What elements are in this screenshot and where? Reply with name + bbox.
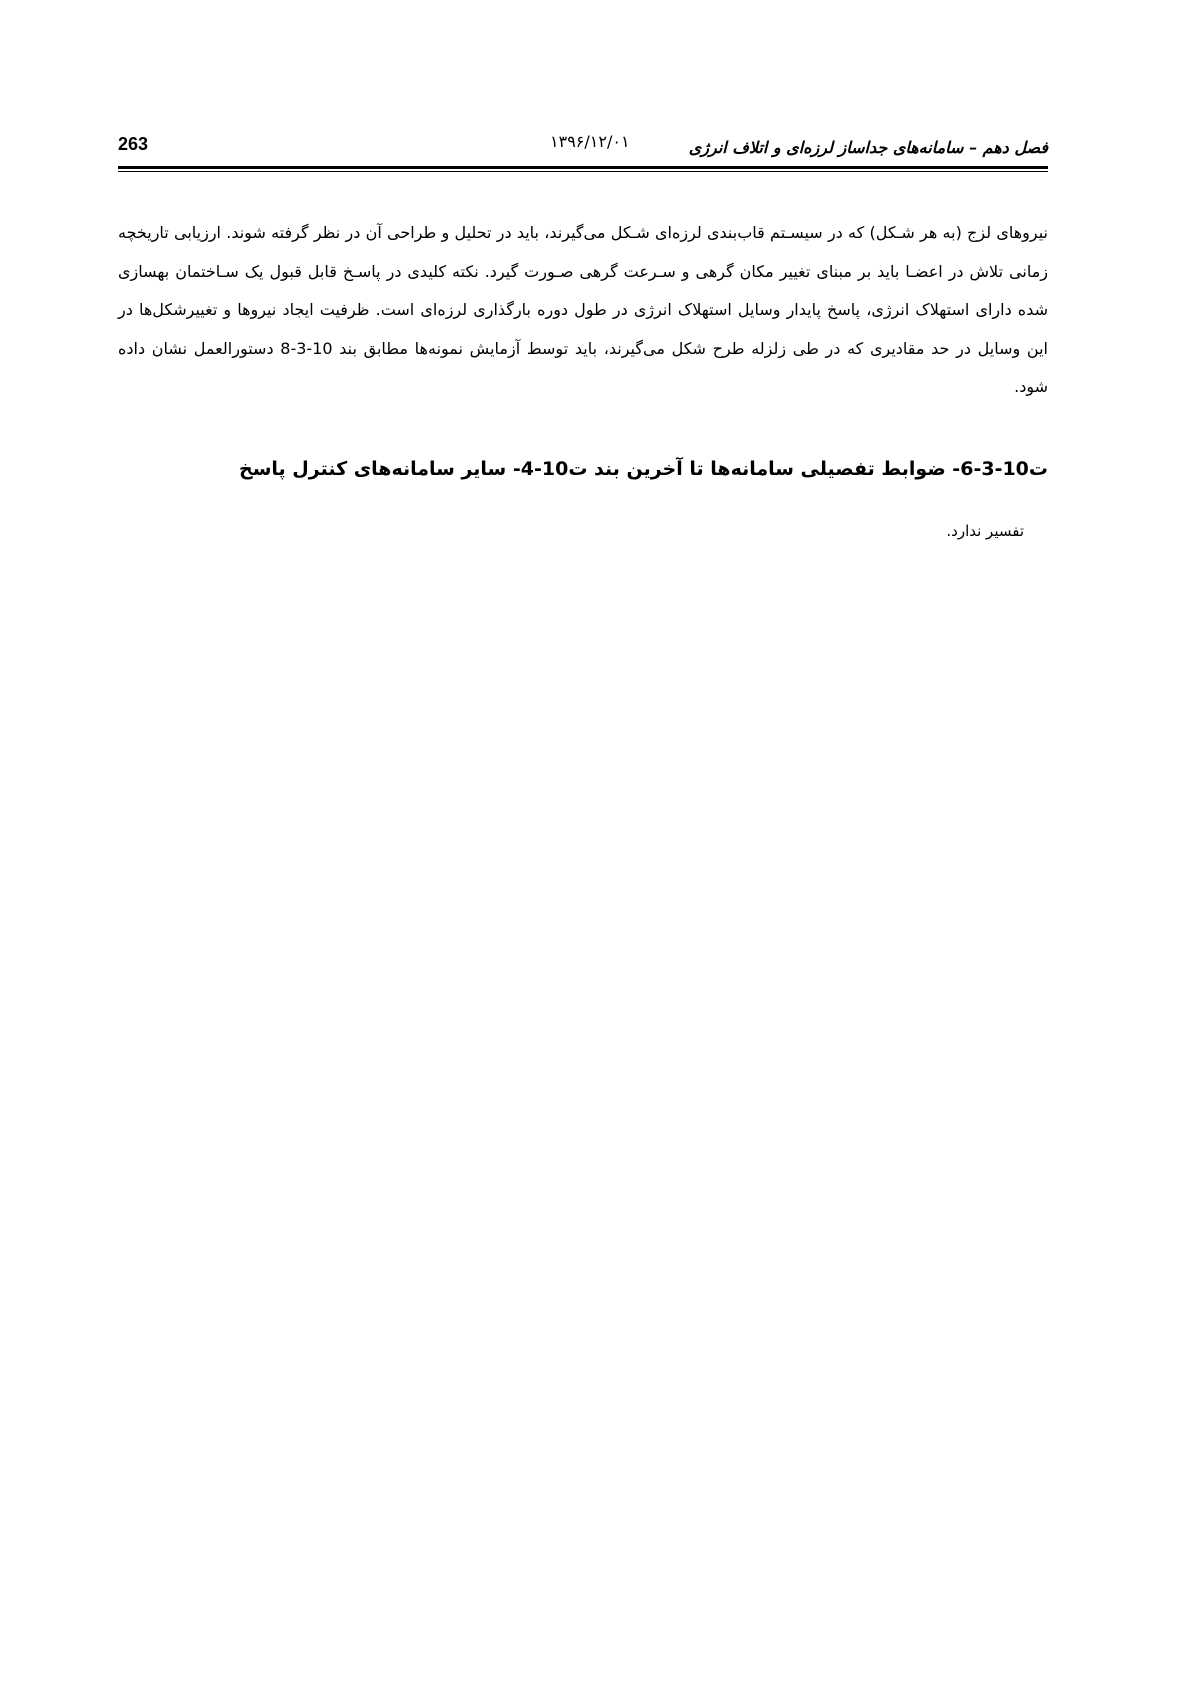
section-heading: ت10-3-6- ضوابط تفصیلی سامانه‌ها تا آخرین بند ت10-4- سایر سامانه‌های کنترل پاسخ [239,458,1048,480]
page-number: 263 [118,134,149,154]
header-rule-thin [118,171,1048,172]
page-header [118,130,1048,170]
header-date: ۱۳۹۶/۱۲/۰۱ [550,132,630,151]
header-rule [118,166,1048,169]
commentary-note: تفسیر ندارد. [946,522,1024,540]
body-paragraph: نیروهای لزج (به هر شـکل) که در سیسـتم قاب‌بندی لرزه‌ای شـکل می‌گیرند، باید در تحلیل و طراحی آن در نظر گرفته شوند. ارزیابی تاریخچه زمانی تلاش در اعضـا باید بر مبنای تغییر مکان گرهی و سـرعت گرهی صـورت گیرد. نکته کلیدی در پاسـخ قابل قبول یک سـاختمان بهسازی شده دارای استهلاک انرژی، پاسخ پایدار وسایل استهلاک انرژی در طول دوره بارگذاری لرزه‌ای است. ظرفیت ایجاد نیروها و تغییرشکل‌ها در این وسایل در حد مقادیری که در طی زلزله طرح شکل می‌گیرند، باید توسط آزمایش نمونه‌ها مطابق بند 10-3-8 دستورالعمل نشان داده شود. [118,223,1049,396]
chapter-title: فصل دهم – سامانه‌های جداساز لرزه‌ای و اتلاف انرژی [688,138,1048,157]
